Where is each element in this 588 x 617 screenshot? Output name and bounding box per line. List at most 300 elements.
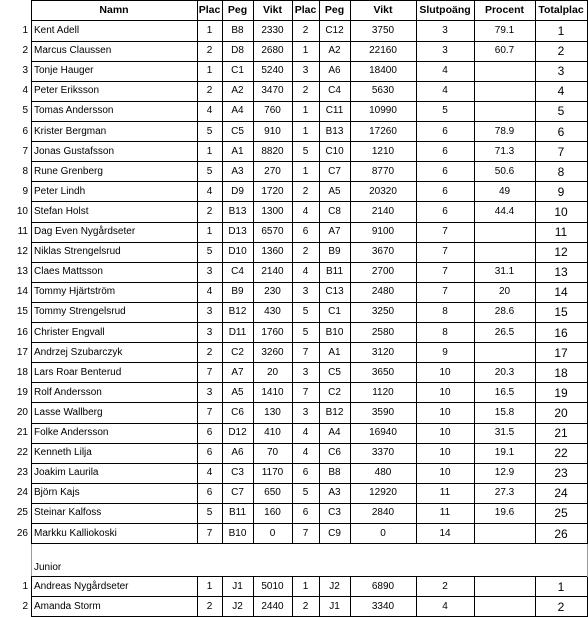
vikt-2-cell[interactable]: 2140 [371,205,395,217]
vikt-2-cell[interactable]: 16940 [369,427,397,438]
row-number-cell[interactable]: 2 [22,45,28,57]
peg-1-cell[interactable]: C5 [231,125,244,137]
slutpoang-cell[interactable]: 6 [442,145,448,157]
peg-1-cell[interactable]: A6 [231,447,244,459]
vikt-2-cell[interactable]: 3340 [371,600,395,612]
vikt-2-cell[interactable]: 12920 [369,487,397,499]
row-number-cell[interactable]: 1 [22,25,28,36]
row-number-cell[interactable]: 5 [22,105,28,117]
name-cell[interactable]: Tonje Hauger [34,65,94,77]
peg-1-cell[interactable]: C3 [231,467,244,479]
name-cell[interactable]: Markku Kalliokoski [34,527,117,539]
peg-2-cell[interactable]: B10 [325,326,344,338]
totalplac-cell[interactable]: 9 [557,184,565,199]
row-number-cell[interactable]: 9 [22,185,28,197]
procent-cell[interactable]: 20 [498,286,511,298]
vikt-2-cell[interactable]: 22160 [369,45,397,57]
peg-1-cell[interactable]: A4 [231,105,244,117]
vikt-2-cell[interactable]: 18400 [369,65,397,77]
slutpoang-cell[interactable]: 10 [439,427,451,438]
plac-1-cell[interactable]: 3 [206,326,213,338]
totalplac-cell[interactable]: 25 [554,506,568,521]
peg-2-cell[interactable]: B13 [325,125,344,137]
peg-2-cell[interactable]: C2 [328,386,341,398]
plac-1-cell[interactable]: 2 [206,85,213,97]
procent-cell[interactable] [474,61,535,81]
row-number-cell[interactable]: 22 [16,447,28,459]
plac-1-cell[interactable]: 1 [206,25,213,36]
totalplac-cell[interactable]: 26 [554,526,568,541]
peg-2-cell[interactable]: J1 [329,600,340,612]
vikt-1-cell[interactable]: 130 [264,406,281,418]
plac-2-cell[interactable]: 3 [302,406,309,418]
slutpoang-cell[interactable]: 4 [442,85,448,97]
vikt-1-cell[interactable]: 2330 [261,25,284,36]
peg-1-cell[interactable]: J2 [232,600,243,612]
vikt-1-cell[interactable]: 5010 [261,580,284,592]
plac-2-cell[interactable]: 3 [302,366,309,378]
slutpoang-cell[interactable]: 4 [442,600,448,612]
vikt-2-cell[interactable]: 2480 [371,286,395,298]
plac-1-cell[interactable]: 5 [206,125,213,137]
peg-2-cell[interactable]: C3 [328,507,341,519]
name-cell[interactable]: Stefan Holst [34,205,89,217]
name-cell[interactable]: Tommy Hjärtström [34,286,116,298]
name-cell[interactable]: Kenneth Lilja [34,447,92,459]
plac-2-cell[interactable]: 1 [302,105,309,117]
name-cell[interactable]: Dag Even Nygårdseter [34,226,136,237]
procent-cell[interactable]: 19.6 [494,507,515,519]
totalplac-cell[interactable]: 15 [554,305,568,320]
peg-1-cell[interactable]: C1 [231,65,244,77]
peg-1-cell[interactable]: D8 [231,45,244,57]
vikt-1-cell[interactable]: 2680 [261,45,284,57]
peg-2-cell[interactable]: B11 [325,266,344,278]
row-number-cell[interactable]: 15 [16,306,28,318]
peg-2-cell[interactable]: C4 [328,85,341,97]
plac-2-cell[interactable]: 5 [302,145,309,157]
peg-1-cell[interactable]: A2 [231,85,244,97]
peg-1-cell[interactable]: B10 [228,527,247,539]
vikt-1-cell[interactable]: 910 [264,125,281,137]
plac-2-cell[interactable]: 2 [302,185,309,197]
slutpoang-cell[interactable]: 7 [442,266,448,278]
row-number-cell[interactable]: 26 [16,527,28,539]
totalplac-cell[interactable]: 12 [554,245,568,260]
plac-1-cell[interactable]: 5 [206,165,213,177]
vikt-2-cell[interactable]: 3670 [371,246,395,258]
plac-2-cell[interactable]: 5 [302,306,309,318]
row-number-cell[interactable]: 2 [22,600,28,612]
procent-cell[interactable] [474,343,535,363]
peg-2-cell[interactable]: B9 [328,246,341,258]
peg-2-cell[interactable]: C8 [328,205,341,217]
vikt-1-cell[interactable]: 410 [264,427,281,438]
totalplac-cell[interactable]: 20 [554,405,568,420]
plac-1-cell[interactable]: 1 [206,145,213,157]
plac-1-cell[interactable]: 3 [206,266,213,278]
procent-cell[interactable] [474,524,535,544]
peg-2-cell[interactable]: B12 [325,406,344,418]
procent-cell[interactable]: 71.3 [494,145,515,157]
totalplac-cell[interactable]: 2 [557,599,565,614]
totalplac-cell[interactable]: 13 [554,265,568,280]
row-number-cell[interactable]: 14 [16,286,28,298]
name-cell[interactable]: Krister Bergman [34,125,107,137]
slutpoang-cell[interactable]: 3 [442,45,448,57]
vikt-2-cell[interactable]: 20320 [369,185,397,197]
slutpoang-cell[interactable]: 5 [442,105,448,117]
vikt-2-cell[interactable]: 1210 [371,145,395,157]
slutpoang-cell[interactable]: 3 [442,25,448,36]
plac-2-cell[interactable]: 4 [302,205,309,217]
plac-2-cell[interactable]: 2 [302,25,309,36]
row-number-cell[interactable]: 23 [16,467,28,479]
procent-cell[interactable]: 60.7 [494,45,515,57]
slutpoang-cell[interactable]: 11 [439,507,451,519]
procent-cell[interactable]: 19.1 [494,447,515,459]
vikt-1-cell[interactable]: 3470 [261,85,284,97]
plac-1-cell[interactable]: 4 [206,105,213,117]
totalplac-cell[interactable]: 7 [557,144,565,159]
peg-2-cell[interactable]: C1 [328,306,341,318]
slutpoang-cell[interactable]: 6 [442,205,448,217]
vikt-1-cell[interactable]: 1360 [261,246,284,258]
totalplac-cell[interactable]: 22 [554,446,568,461]
peg-1-cell[interactable]: C6 [231,406,244,418]
vikt-2-cell[interactable]: 3120 [371,346,395,358]
vikt-2-cell[interactable]: 2840 [371,507,395,519]
plac-2-cell[interactable]: 2 [302,246,309,258]
procent-cell[interactable] [474,101,535,121]
peg-2-cell[interactable]: A7 [328,226,341,237]
vikt-1-cell[interactable]: 1170 [261,467,284,479]
vikt-1-cell[interactable]: 1300 [261,205,284,217]
vikt-1-cell[interactable]: 160 [264,507,281,519]
peg-1-cell[interactable]: D12 [228,427,247,438]
row-number-cell[interactable]: 13 [16,266,28,278]
peg-1-cell[interactable]: A7 [231,366,244,378]
vikt-2-cell[interactable]: 6890 [371,580,395,592]
name-cell[interactable]: Amanda Storm [34,600,101,612]
plac-2-cell[interactable]: 3 [302,286,309,298]
slutpoang-cell[interactable]: 7 [442,286,448,298]
slutpoang-cell[interactable]: 6 [442,125,448,137]
vikt-2-cell[interactable]: 0 [380,527,386,539]
row-number-cell[interactable]: 10 [16,205,28,217]
plac-1-cell[interactable]: 7 [206,366,213,378]
vikt-1-cell[interactable]: 5240 [261,65,284,77]
name-cell[interactable]: Tomas Andersson [34,105,114,117]
procent-cell[interactable]: 20.3 [494,366,515,378]
slutpoang-cell[interactable]: 6 [442,165,448,177]
peg-1-cell[interactable]: J1 [232,580,243,592]
peg-1-cell[interactable]: D10 [228,246,247,258]
totalplac-cell[interactable]: 16 [554,325,568,340]
plac-1-cell[interactable]: 5 [206,507,213,519]
totalplac-cell[interactable]: 18 [554,365,568,380]
vikt-1-cell[interactable]: 6570 [261,226,284,237]
name-cell[interactable]: Folke Andersson [34,427,109,438]
plac-1-cell[interactable]: 1 [206,65,213,77]
procent-cell[interactable] [474,242,535,262]
name-cell[interactable]: Peter Eriksson [34,85,100,97]
row-number-cell[interactable]: 11 [17,226,28,237]
vikt-2-cell[interactable]: 3650 [371,366,395,378]
vikt-2-cell[interactable]: 3750 [371,25,395,36]
row-number-cell[interactable]: 17 [16,346,28,358]
name-cell[interactable]: Lars Roar Benterud [34,366,122,378]
procent-cell[interactable]: 31.1 [494,266,515,278]
slutpoang-cell[interactable]: 11 [439,487,451,499]
totalplac-cell[interactable]: 4 [557,84,565,99]
procent-cell[interactable] [474,577,535,597]
totalplac-cell[interactable]: 21 [554,426,568,440]
peg-2-cell[interactable]: C6 [328,447,341,459]
row-number-cell[interactable]: 7 [22,145,28,157]
name-cell[interactable]: Rolf Andersson [34,386,102,398]
procent-cell[interactable] [474,222,535,242]
plac-2-cell[interactable]: 1 [302,45,309,57]
slutpoang-cell[interactable]: 6 [442,185,448,197]
plac-2-cell[interactable]: 1 [302,580,309,592]
peg-1-cell[interactable]: B9 [231,286,244,298]
totalplac-cell[interactable]: 3 [557,64,565,79]
name-cell[interactable]: Peter Lindh [34,185,86,197]
plac-2-cell[interactable]: 1 [302,125,309,137]
row-number-cell[interactable]: 8 [22,165,28,177]
plac-1-cell[interactable]: 3 [206,306,213,318]
peg-2-cell[interactable]: A3 [328,487,341,499]
procent-cell[interactable]: 50.6 [494,165,515,177]
vikt-1-cell[interactable]: 1760 [261,326,284,338]
name-cell[interactable]: Andrzej Szubarczyk [34,346,123,358]
plac-2-cell[interactable]: 2 [302,600,309,612]
procent-cell[interactable]: 27.3 [494,487,515,499]
row-number-cell[interactable]: 25 [16,507,28,519]
plac-1-cell[interactable]: 6 [206,427,213,438]
totalplac-cell[interactable]: 5 [557,104,565,119]
peg-1-cell[interactable]: B11 [228,507,247,519]
plac-1-cell[interactable]: 2 [206,600,213,612]
vikt-1-cell[interactable]: 430 [264,306,281,318]
name-cell[interactable]: Christer Engvall [34,326,105,338]
procent-cell[interactable]: 12.9 [494,467,515,479]
plac-1-cell[interactable]: 6 [206,487,213,499]
peg-2-cell[interactable]: A6 [328,65,341,77]
vikt-2-cell[interactable]: 2580 [371,326,395,338]
peg-1-cell[interactable]: A3 [231,165,244,177]
vikt-1-cell[interactable]: 8820 [261,145,284,157]
slutpoang-cell[interactable]: 8 [442,326,448,338]
procent-cell[interactable]: 31.5 [494,427,515,438]
plac-1-cell[interactable]: 4 [206,185,213,197]
plac-2-cell[interactable]: 7 [302,346,309,358]
peg-1-cell[interactable]: A5 [231,386,244,398]
vikt-1-cell[interactable]: 0 [269,527,276,539]
peg-2-cell[interactable]: C10 [325,145,344,157]
slutpoang-cell[interactable]: 10 [439,386,451,398]
peg-2-cell[interactable]: J2 [329,580,340,592]
vikt-1-cell[interactable]: 2440 [261,600,284,612]
name-cell[interactable]: Joakim Laurila [34,467,99,479]
slutpoang-cell[interactable]: 10 [439,366,451,378]
row-number-cell[interactable]: 24 [16,487,28,499]
vikt-1-cell[interactable]: 760 [264,105,281,117]
slutpoang-cell[interactable]: 8 [442,306,448,318]
plac-2-cell[interactable]: 5 [302,487,309,499]
name-cell[interactable]: Rune Grenberg [34,165,103,177]
vikt-2-cell[interactable]: 1120 [372,386,394,398]
row-number-cell[interactable]: 21 [16,427,28,438]
plac-1-cell[interactable]: 2 [206,205,213,217]
vikt-1-cell[interactable]: 20 [266,366,279,378]
vikt-2-cell[interactable]: 10990 [369,105,397,117]
plac-2-cell[interactable]: 4 [302,427,309,438]
plac-1-cell[interactable]: 2 [206,45,213,57]
peg-2-cell[interactable]: A5 [328,185,341,197]
totalplac-cell[interactable]: 17 [554,345,568,360]
vikt-2-cell[interactable]: 2700 [371,266,395,278]
plac-2-cell[interactable]: 6 [302,507,309,519]
plac-2-cell[interactable]: 7 [302,386,309,398]
procent-cell[interactable]: 16.5 [494,386,515,398]
procent-cell[interactable]: 78.9 [494,125,515,137]
row-number-cell[interactable]: 3 [22,65,28,77]
procent-cell[interactable]: 28.6 [494,306,515,318]
row-number-cell[interactable]: 12 [16,246,28,258]
plac-2-cell[interactable]: 5 [302,326,309,338]
name-cell[interactable]: Niklas Strengelsrud [34,246,121,258]
peg-1-cell[interactable]: C2 [231,346,244,358]
procent-cell[interactable]: 15.8 [494,406,515,418]
totalplac-cell[interactable]: 8 [557,164,565,179]
vikt-2-cell[interactable]: 5630 [371,85,395,97]
totalplac-cell[interactable]: 19 [554,385,568,400]
slutpoang-cell[interactable]: 10 [439,406,451,418]
plac-1-cell[interactable]: 7 [206,406,213,418]
totalplac-cell[interactable]: 1 [557,579,565,594]
row-number-cell[interactable]: 19 [16,386,28,398]
plac-1-cell[interactable]: 6 [206,447,213,459]
slutpoang-cell[interactable]: 2 [442,580,448,592]
peg-2-cell[interactable]: C9 [328,527,341,539]
plac-1-cell[interactable]: 4 [206,286,213,298]
vikt-1-cell[interactable]: 230 [264,286,281,298]
vikt-2-cell[interactable]: 17260 [369,125,397,137]
plac-1-cell[interactable]: 3 [206,386,213,398]
plac-1-cell[interactable]: 5 [206,246,213,258]
plac-2-cell[interactable]: 7 [302,527,309,539]
plac-1-cell[interactable]: 1 [206,226,213,237]
vikt-1-cell[interactable]: 650 [264,487,281,499]
plac-1-cell[interactable]: 1 [206,580,213,592]
row-number-cell[interactable]: 1 [22,580,28,592]
row-number-cell[interactable]: 18 [16,366,28,378]
name-cell[interactable]: Claes Mattsson [34,266,103,278]
peg-2-cell[interactable]: C7 [328,165,341,177]
name-cell[interactable]: Kent Adell [34,25,80,36]
peg-2-cell[interactable]: C13 [325,286,344,298]
slutpoang-cell[interactable]: 9 [442,346,448,358]
name-cell[interactable]: Jonas Gustafsson [34,145,115,157]
name-cell[interactable]: Marcus Claussen [34,45,112,57]
name-cell[interactable]: Tommy Strengelsrud [34,306,126,318]
peg-1-cell[interactable]: C7 [231,487,244,499]
procent-cell[interactable] [474,81,535,101]
slutpoang-cell[interactable]: 10 [439,467,451,479]
procent-cell[interactable]: 49 [498,185,511,197]
slutpoang-cell[interactable]: 14 [439,527,451,539]
vikt-1-cell[interactable]: 270 [264,165,281,177]
peg-2-cell[interactable]: A2 [328,45,341,57]
totalplac-cell[interactable]: 24 [554,486,568,501]
plac-2-cell[interactable]: 6 [302,467,309,479]
row-number-cell[interactable]: 4 [22,85,28,97]
procent-cell[interactable]: 26.5 [494,326,515,338]
slutpoang-cell[interactable]: 10 [439,447,451,459]
peg-2-cell[interactable]: C5 [328,366,341,378]
totalplac-cell[interactable]: 6 [557,124,565,139]
vikt-2-cell[interactable]: 3370 [371,447,395,459]
plac-2-cell[interactable]: 4 [302,266,309,278]
vikt-2-cell[interactable]: 3590 [371,406,395,418]
name-cell[interactable]: Lasse Wallberg [34,406,103,418]
vikt-1-cell[interactable]: 1720 [261,185,284,197]
peg-2-cell[interactable]: B8 [328,467,341,479]
name-cell[interactable]: Steinar Kalfoss [34,507,102,519]
row-number-cell[interactable]: 6 [22,125,28,137]
plac-1-cell[interactable]: 7 [206,527,213,539]
name-cell[interactable]: Andreas Nygårdseter [34,580,129,592]
vikt-2-cell[interactable]: 9100 [371,226,395,237]
peg-1-cell[interactable]: B8 [231,25,244,36]
procent-cell[interactable] [474,597,535,617]
totalplac-cell[interactable]: 10 [554,204,568,219]
peg-1-cell[interactable]: D9 [231,185,244,197]
totalplac-cell[interactable]: 11 [554,225,568,239]
totalplac-cell[interactable]: 1 [557,24,565,38]
procent-cell[interactable]: 79.1 [494,25,515,36]
peg-1-cell[interactable]: B13 [228,205,247,217]
vikt-2-cell[interactable]: 3250 [371,306,395,318]
totalplac-cell[interactable]: 23 [554,466,568,481]
name-cell[interactable]: Björn Kajs [34,487,80,499]
peg-1-cell[interactable]: C4 [231,266,244,278]
plac-2-cell[interactable]: 4 [302,447,309,459]
totalplac-cell[interactable]: 2 [557,44,565,59]
vikt-1-cell[interactable]: 2140 [261,266,284,278]
vikt-1-cell[interactable]: 3260 [261,346,284,358]
slutpoang-cell[interactable]: 4 [442,65,448,77]
slutpoang-cell[interactable]: 7 [442,246,448,258]
plac-1-cell[interactable]: 4 [206,467,213,479]
peg-1-cell[interactable]: B12 [228,306,247,318]
peg-1-cell[interactable]: D13 [228,226,247,237]
plac-2-cell[interactable]: 3 [302,65,309,77]
plac-2-cell[interactable]: 6 [302,226,309,237]
peg-1-cell[interactable]: D11 [228,326,247,338]
peg-1-cell[interactable]: A1 [231,145,244,157]
plac-1-cell[interactable]: 2 [206,346,213,358]
peg-2-cell[interactable]: A1 [328,346,341,358]
vikt-1-cell[interactable]: 1410 [261,386,284,398]
vikt-2-cell[interactable]: 480 [374,467,392,479]
totalplac-cell[interactable]: 14 [554,285,568,300]
plac-2-cell[interactable]: 2 [302,85,309,97]
vikt-1-cell[interactable]: 70 [266,447,279,459]
peg-2-cell[interactable]: C11 [325,105,344,117]
